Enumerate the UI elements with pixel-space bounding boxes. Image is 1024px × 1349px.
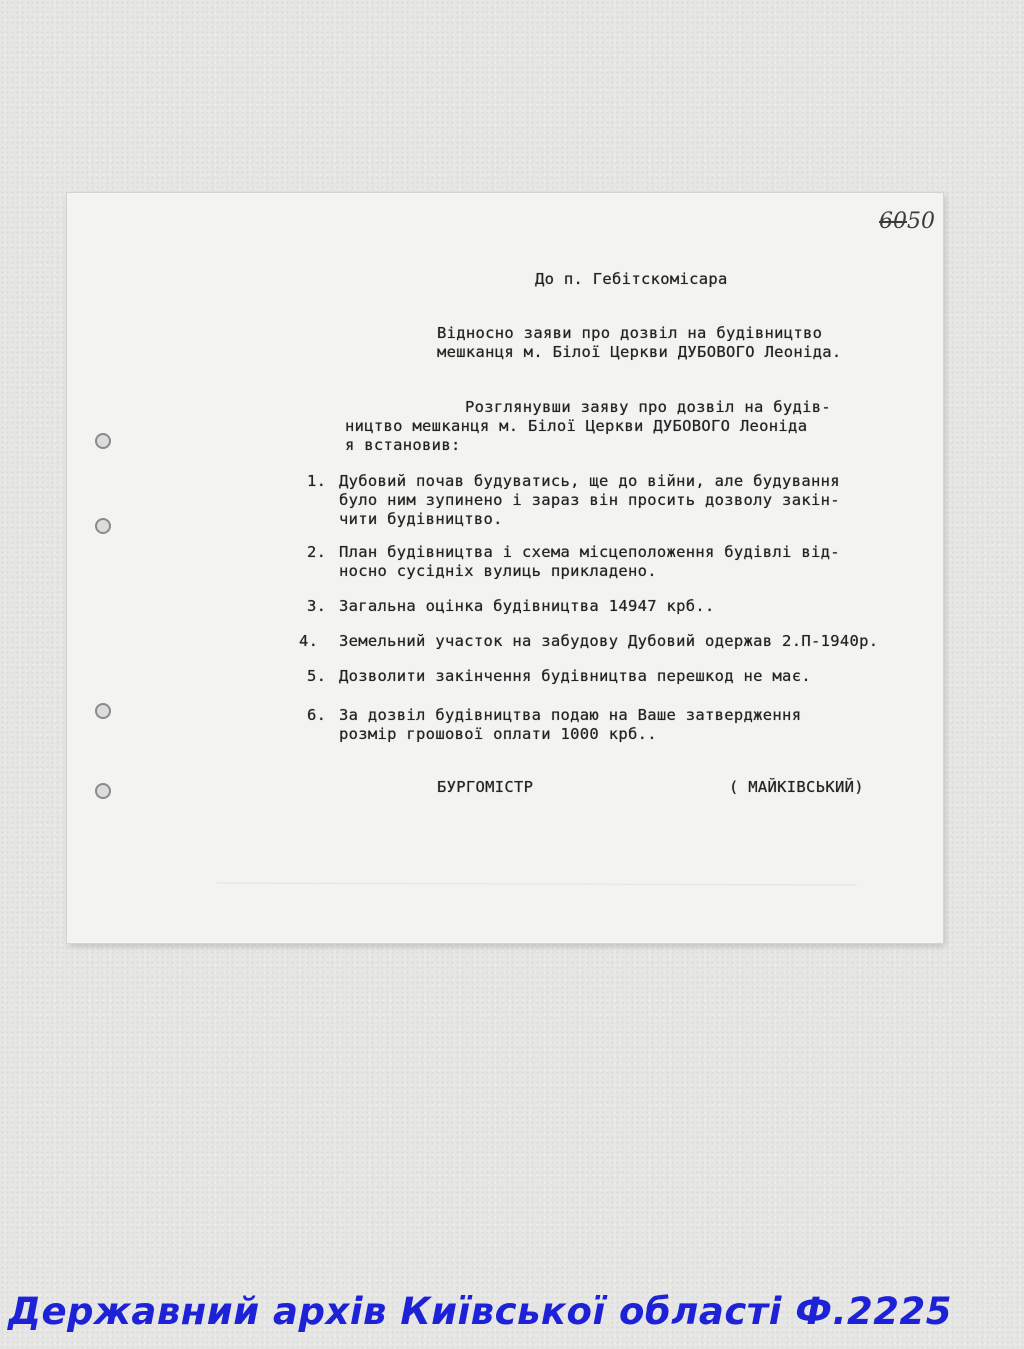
addressee: До п. Гебітскомісара xyxy=(535,270,728,288)
faded-ruled-lines xyxy=(217,873,857,893)
item-line: За дозвіл будівництва подаю на Ваше затвердження xyxy=(339,706,802,724)
item-line: було ним зупинено і зараз він просить дозволу закін- xyxy=(339,491,840,509)
item-number: 2. xyxy=(307,543,327,561)
intro-line-3: я встановив: xyxy=(345,436,461,454)
item-line: носно сусідніх вулиць прикладено. xyxy=(339,562,657,580)
subject-line-2: мешканця м. Білої Церкви ДУБОВОГО Леоніда. xyxy=(437,343,842,361)
signature-name: ( МАЙКІВСЬКИЙ) xyxy=(729,778,864,796)
item-line: Дубовий почав будуватись, ще до війни, але будування xyxy=(339,472,840,490)
folio-old: 60 xyxy=(879,209,907,234)
item-number: 3. xyxy=(307,597,327,615)
punch-hole-mark xyxy=(95,518,111,534)
intro-line-1: Розглянувши заяву про дозвіл на будів- xyxy=(465,398,832,416)
archive-caption: Державний архів Київської області Ф.2225 xyxy=(8,1290,953,1333)
item-line: Земельний участок на забудову Дубовий одержав 2.П-1940р. xyxy=(339,632,879,650)
item-number: 1. xyxy=(307,472,327,490)
folio-number xyxy=(879,209,935,234)
punch-hole-mark xyxy=(95,433,111,449)
item-number: 6. xyxy=(307,706,327,724)
item-line: Загальна оцінка будівництва 14947 крб.. xyxy=(339,597,715,615)
item-line: План будівництва і схема місцеположення будівлі від- xyxy=(339,543,840,561)
item-line: Дозволити закінчення будівництва перешкод не має. xyxy=(339,667,811,685)
folio-new: 50 xyxy=(907,209,935,234)
punch-hole-mark xyxy=(95,783,111,799)
signature-title: БУРГОМІСТР xyxy=(437,778,534,796)
item-number: 5. xyxy=(307,667,327,685)
punch-hole-mark xyxy=(95,703,111,719)
document-sheet xyxy=(67,193,943,943)
intro-line-2: ництво мешканця м. Білої Церкви ДУБОВОГО Леоніда xyxy=(345,417,808,435)
item-line: чити будівництво. xyxy=(339,510,503,528)
subject-line-1: Відносно заяви про дозвіл на будівництво xyxy=(437,324,823,342)
item-line: розмір грошової оплати 1000 крб.. xyxy=(339,725,657,743)
item-number: 4. xyxy=(299,632,319,650)
